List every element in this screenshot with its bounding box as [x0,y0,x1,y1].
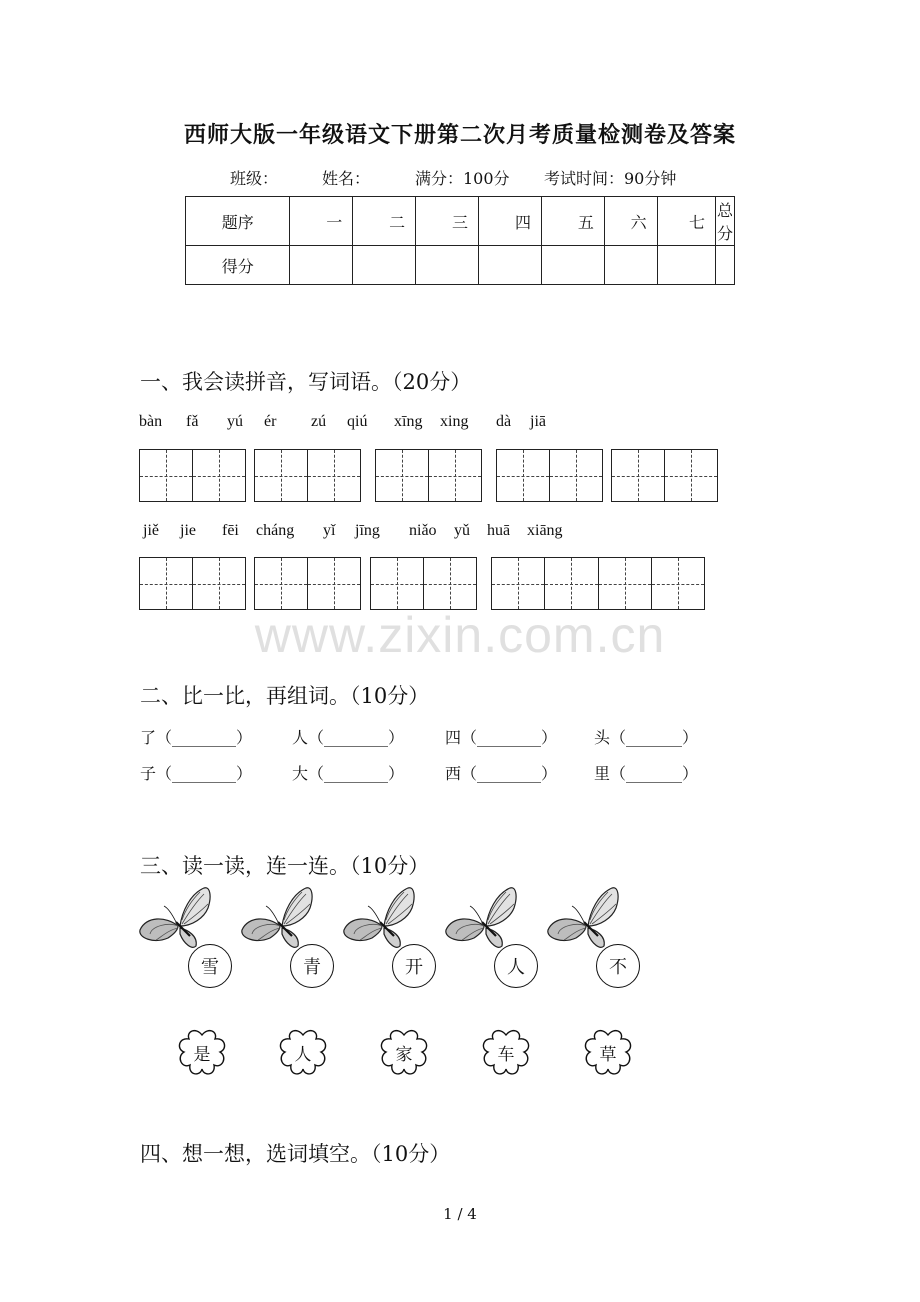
header-cell: 总分 [715,197,734,246]
fill-item[interactable]: 人（________） [292,728,405,747]
pinyin: yú [227,413,243,430]
pinyin: xing [440,413,469,430]
header-cell: 七 [657,197,715,246]
pinyin: yǔ [454,522,470,539]
pinyin: jiā [530,413,546,430]
header-cell: 六 [604,197,657,246]
full-score: 满分：100分 [415,169,510,188]
exam-time: 考试时间：90分钟 [544,169,677,188]
header-cell: 二 [353,197,416,246]
flower-char[interactable]: 是 [193,1044,211,1065]
writing-grid[interactable] [611,449,718,502]
flower-char[interactable]: 家 [395,1044,413,1065]
pinyin: ér [264,413,277,430]
writing-grid[interactable] [491,557,705,610]
fill-item[interactable]: 了（________） [140,728,253,747]
pinyin: dà [496,413,512,430]
butterfly-char-circle[interactable]: 不 [596,944,640,988]
butterfly-char-circle[interactable]: 开 [392,944,436,988]
pinyin: zú [311,413,327,430]
name-label: 姓名： [322,169,371,188]
fill-item[interactable]: 头（_______） [594,728,699,747]
score-cell[interactable] [657,246,715,285]
pinyin: jiě [143,522,159,539]
page-title: 西师大版一年级语文下册第二次月考质量检测卷及答案 [183,122,736,148]
header-cell: 五 [541,197,604,246]
writing-grid[interactable] [370,557,477,610]
butterfly-char-circle[interactable]: 人 [494,944,538,988]
header-cell: 题序 [186,197,290,246]
pinyin: jīng [355,522,380,539]
score-table-header-row [186,197,735,246]
pinyin: bàn [139,413,163,430]
pinyin: yǐ [323,522,336,539]
score-table [185,196,735,285]
section-1-title: 一、我会读拼音，写词语。（20分） [140,370,472,394]
row-label: 得分 [186,246,290,285]
pinyin: xiāng [527,522,563,539]
pinyin: cháng [256,522,295,539]
section-4-title: 四、想一想，选词填空。（10分） [140,1142,451,1166]
score-cell[interactable] [715,246,734,285]
writing-grid[interactable] [375,449,482,502]
writing-grid[interactable] [254,557,361,610]
page-number: 1 / 4 [443,1205,477,1223]
pinyin: huā [487,522,511,539]
header-cell: 四 [479,197,542,246]
section-3-title: 三、读一读，连一连。（10分） [140,854,430,878]
score-cell[interactable] [353,246,416,285]
writing-grid[interactable] [254,449,361,502]
flower-char[interactable]: 车 [497,1044,515,1065]
pinyin: fēi [222,522,239,539]
butterfly-char-circle[interactable]: 雪 [188,944,232,988]
watermark: www.zixin.com.cn [254,607,666,663]
header-cell: 一 [290,197,353,246]
section-2-title: 二、比一比，再组词。（10分） [140,684,430,708]
score-cell[interactable] [604,246,657,285]
header-cell: 三 [416,197,479,246]
score-cell[interactable] [290,246,353,285]
flower-char[interactable]: 草 [599,1044,617,1065]
writing-grid[interactable] [139,557,246,610]
pinyin: qiú [347,413,368,430]
score-cell[interactable] [541,246,604,285]
score-cell[interactable] [479,246,542,285]
class-label: 班级： [230,169,279,188]
fill-item[interactable]: 西（________） [445,764,558,783]
score-cell[interactable] [416,246,479,285]
score-table-score-row [186,246,735,285]
fill-item[interactable]: 子（________） [140,764,253,783]
pinyin: jie [180,522,196,539]
fill-item[interactable]: 大（________） [292,764,405,783]
writing-grid[interactable] [139,449,246,502]
pinyin: fǎ [186,413,199,430]
fill-item[interactable]: 四（________） [445,728,558,747]
butterfly-char-circle[interactable]: 青 [290,944,334,988]
writing-grid[interactable] [496,449,603,502]
flower-char[interactable]: 人 [294,1044,312,1065]
pinyin: niǎo [409,522,437,539]
fill-item[interactable]: 里（_______） [594,764,699,783]
pinyin: xīng [394,413,423,430]
